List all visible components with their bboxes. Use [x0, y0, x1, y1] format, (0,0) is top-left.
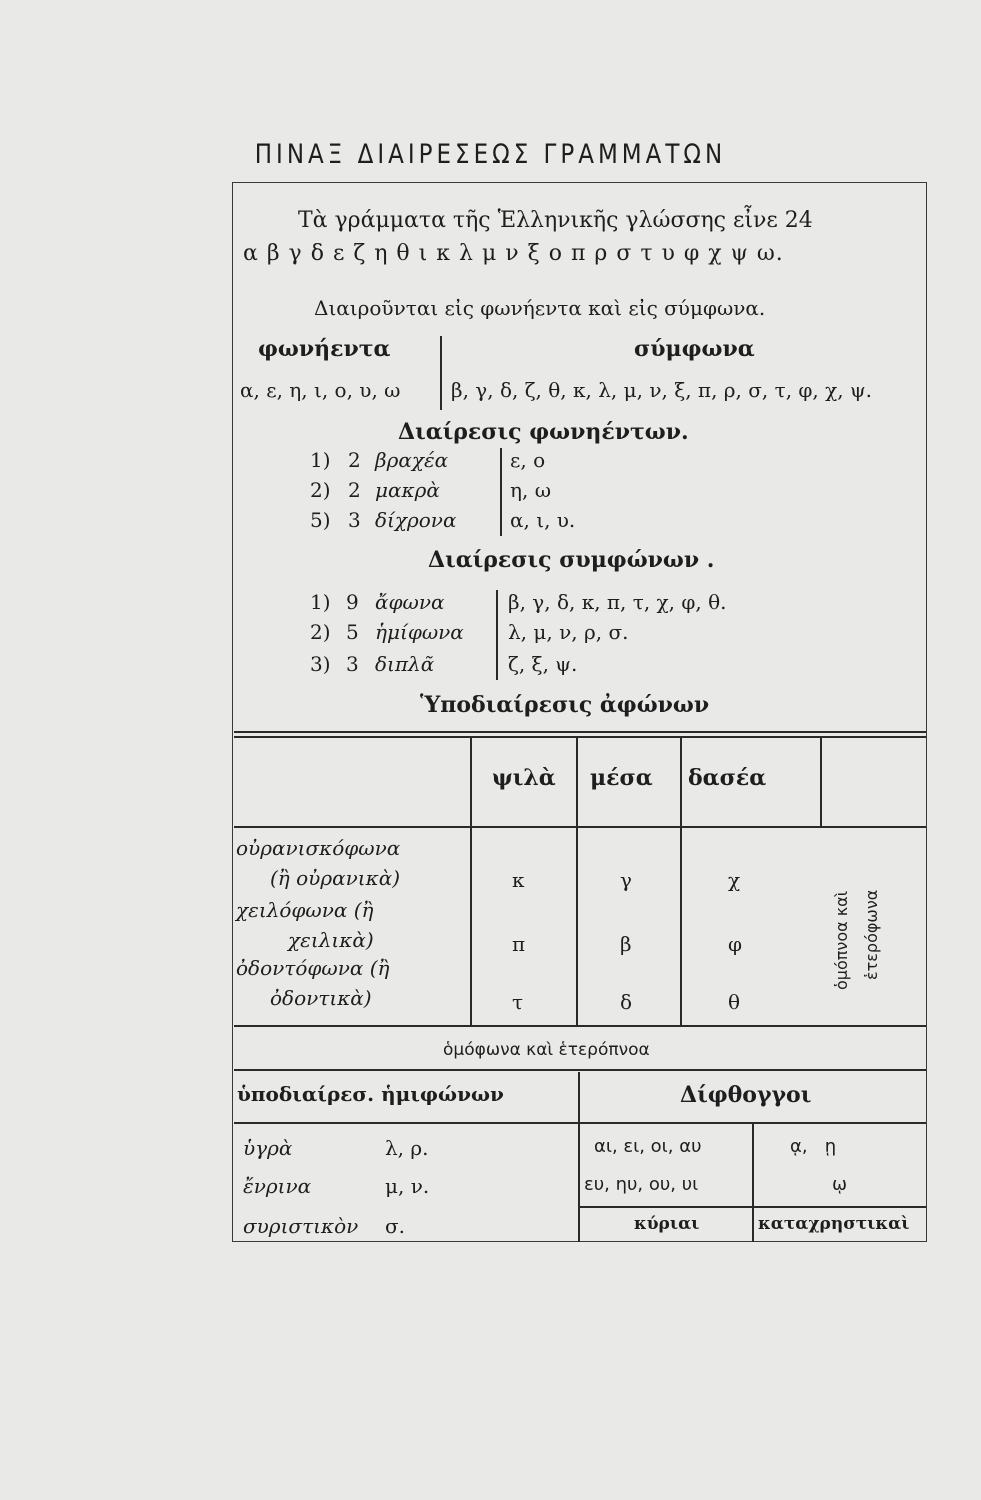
- improper-label: καταχρηστικαὶ: [758, 1214, 910, 1234]
- semivowel-letters: μ, ν.: [385, 1174, 430, 1198]
- section-rule: [234, 1069, 926, 1071]
- proper-label: κύριαι: [634, 1214, 700, 1234]
- grid-head-rule: [234, 826, 926, 828]
- bottom-caption: ὁμόφωνα καὶ ἑτερόπνοα: [443, 1040, 650, 1060]
- row-label: χειλόφωνα (ἢ: [236, 898, 374, 922]
- grid-top-rule: [234, 731, 926, 733]
- vowel-row-num: 5): [310, 508, 331, 532]
- vowel-division-divider: [500, 448, 502, 536]
- split-divider: [440, 336, 442, 410]
- row-label: οὐρανισκόφωνα: [236, 836, 401, 860]
- diphthongs-heading: Δίφθογγοι: [680, 1082, 812, 1108]
- intro-alphabet: α β γ δ ε ζ η θ ι κ λ μ ν ξ ο π ρ σ τ υ φ χ ψ ω.: [243, 241, 784, 266]
- cell-value: φ: [728, 932, 743, 956]
- consonant-division-heading: Διαίρεσις συμφώνων .: [428, 547, 715, 573]
- diphthong-label-rule: [580, 1206, 926, 1208]
- cell-value: χ: [728, 868, 741, 892]
- side-label-heterophona: ἑτερόφωνα: [862, 889, 881, 980]
- proper-diphthongs: ευ, ηυ, ου, υι: [584, 1174, 699, 1195]
- page-title: ΠΙΝΑΞ ΔΙΑΙΡΕΣΕΩΣ ΓΡΑΜΜΑΤΩΝ: [254, 140, 727, 170]
- vowels-heading: φωνήεντα: [258, 336, 391, 362]
- vowel-row-name: δίχρονα: [375, 508, 457, 532]
- grid-top-rule-2: [234, 736, 926, 738]
- consonant-row-name: ἡμίφωνα: [375, 620, 464, 644]
- mute-division-heading: Ὑποδιαίρεσις ἀφώνων: [420, 692, 710, 718]
- cell-value: δ: [620, 990, 633, 1014]
- improper-diphthongs: ᾳ, ῃ: [790, 1136, 837, 1157]
- col-head-mesa: μέσα: [590, 765, 653, 791]
- proper-diphthongs: αι, ει, οι, αυ: [594, 1136, 702, 1157]
- grid-col-divider: [576, 737, 578, 1025]
- consonant-row-name: διπλᾶ: [375, 652, 435, 676]
- consonant-row-num: 3): [310, 652, 331, 676]
- vowel-row-letters: η, ω: [510, 478, 552, 502]
- consonant-row-count: 9: [346, 590, 359, 614]
- consonant-row-num: 2): [310, 620, 331, 644]
- semivowel-heading: ὑποδιαίρεσ. ἡμιφώνων: [237, 1082, 504, 1106]
- improper-diphthongs: ῳ: [832, 1174, 848, 1195]
- consonants-heading: σύμφωνα: [634, 336, 755, 362]
- semivowel-name: ὑγρὰ: [243, 1136, 293, 1160]
- consonant-row-letters: λ, μ, ν, ρ, σ.: [508, 620, 629, 644]
- consonant-division-divider: [496, 590, 498, 680]
- vowel-row-name: βραχέα: [375, 448, 449, 472]
- vowel-row-num: 1): [310, 448, 331, 472]
- semivowel-letters: λ, ρ.: [385, 1136, 429, 1160]
- consonants-list: β, γ, δ, ζ, θ, κ, λ, μ, ν, ξ, π, ρ, σ, τ, φ, χ, ψ.: [451, 378, 873, 402]
- consonant-row-letters: β, γ, δ, κ, π, τ, χ, φ, θ.: [508, 590, 727, 614]
- vowel-row-letters: α, ι, υ.: [510, 508, 576, 532]
- row-label: ὀδοντόφωνα (ἢ: [236, 956, 390, 980]
- cell-value: τ: [512, 990, 524, 1014]
- consonant-row-num: 1): [310, 590, 331, 614]
- grid-col-divider-short: [820, 737, 822, 827]
- col-head-psila: ψιλὰ: [492, 765, 556, 791]
- consonant-row-count: 3: [346, 652, 359, 676]
- grid-bottom-rule: [234, 1025, 926, 1027]
- semivowel-letters: σ.: [385, 1214, 406, 1238]
- consonant-row-letters: ζ, ξ, ψ.: [508, 652, 578, 676]
- diphthong-divider: [752, 1124, 754, 1242]
- grid-col-divider: [680, 737, 682, 1025]
- vowel-row-letters: ε, ο: [510, 448, 546, 472]
- vowel-division-heading: Διαίρεσις φωνηέντων.: [398, 419, 689, 445]
- vowel-row-count: 2: [348, 478, 361, 502]
- vowel-row-num: 2): [310, 478, 331, 502]
- lower-divider: [578, 1072, 580, 1242]
- vowel-row-count: 3: [348, 508, 361, 532]
- row-label: (ἢ οὐρανικὰ): [270, 866, 401, 890]
- cell-value: β: [620, 932, 632, 956]
- vowels-list: α, ε, η, ι, ο, υ, ω: [240, 378, 401, 402]
- intro-line-3: Διαιροῦνται εἰς φωνήεντα καὶ εἰς σύμφωνα.: [314, 296, 766, 320]
- cell-value: κ: [512, 868, 525, 892]
- row-label: χειλικὰ): [288, 928, 374, 952]
- intro-line-1: Τὰ γράμματα τῆς Ἑλληνικῆς γλώσσης εἶνε 24: [298, 208, 813, 233]
- col-head-dasea: δασέα: [688, 765, 767, 791]
- grid-col-divider: [470, 737, 472, 1025]
- cell-value: θ: [728, 990, 741, 1014]
- consonant-row-count: 5: [346, 620, 359, 644]
- semivowel-name: ἔνρινα: [243, 1174, 312, 1198]
- consonant-row-name: ἄφωνα: [375, 590, 445, 614]
- semivowel-name: συριστικὸν: [243, 1214, 359, 1238]
- cell-value: γ: [620, 868, 632, 892]
- vowel-row-name: μακρὰ: [375, 478, 440, 502]
- lower-head-rule: [234, 1122, 926, 1124]
- vowel-row-count: 2: [348, 448, 361, 472]
- side-label-homopnoa: ὁμόπνοα καὶ: [832, 890, 851, 990]
- cell-value: π: [512, 932, 526, 956]
- row-label: ὀδοντικὰ): [270, 986, 372, 1010]
